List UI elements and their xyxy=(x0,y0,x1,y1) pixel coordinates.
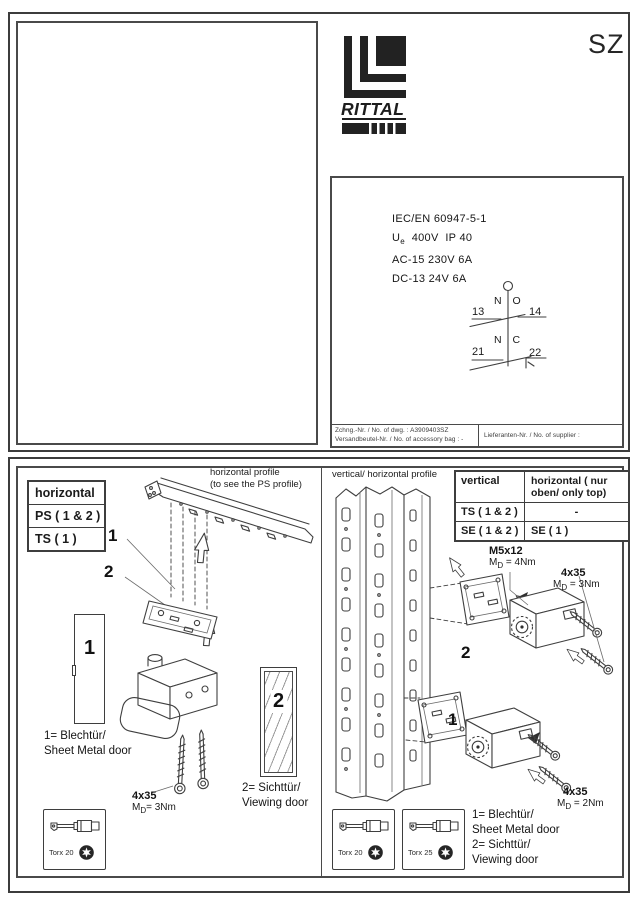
blank-panel xyxy=(16,21,318,445)
torx-20-box xyxy=(43,809,106,870)
horizontal-profile-note: horizontal profile (to see the PS profile) xyxy=(210,467,302,490)
door-2-caption: 2= Sichttür/ Viewing door xyxy=(242,782,309,809)
lower-mounting-plate xyxy=(418,692,467,743)
drawing-number: Zchng.-Nr. / No. of dwg. : A3909403SZ xyxy=(335,427,449,434)
torx-star-icon xyxy=(367,844,384,861)
screw-icon xyxy=(196,730,208,789)
horizontal-rail xyxy=(145,478,313,543)
torx-20-box xyxy=(332,809,395,870)
torque-screwdriver-icon xyxy=(49,817,101,837)
torque-screwdriver-icon xyxy=(338,817,390,837)
svg-text:14: 14 xyxy=(529,306,542,318)
plunger-icon xyxy=(504,282,513,291)
vertical-rail xyxy=(336,487,430,801)
accessory-bag-number: Versandbeutel-Nr. / No. of accessory bag : - xyxy=(335,435,464,443)
mounting-plate xyxy=(143,601,217,639)
up-arrow-icon xyxy=(445,555,467,579)
svg-text:N O: N O xyxy=(494,295,525,307)
torx-size-label: Torx 20 xyxy=(338,848,363,857)
table-cell: SE ( 1 ) xyxy=(531,525,569,537)
torque-screwdriver-icon xyxy=(408,817,460,837)
brand-wordmark: RITTAL xyxy=(341,99,405,119)
table-row: PS ( 1 & 2 ) xyxy=(29,504,104,527)
callout-1: 1 xyxy=(108,526,118,545)
screw-icon xyxy=(174,735,187,794)
spec-box xyxy=(330,176,624,448)
supplier-number: Lieferanten-Nr. / No. of supplier : xyxy=(484,432,580,439)
callout-1: 1 xyxy=(448,710,458,729)
vertical-profile-note: vertical/ horizontal profile xyxy=(332,469,438,480)
viewing-door-figure xyxy=(260,667,297,777)
upper-mounting-plate xyxy=(460,574,509,625)
rail-slots xyxy=(342,508,416,770)
torx-25-box xyxy=(402,809,465,870)
spec-ue: $U_e$ 400V IP 40 xyxy=(392,232,473,247)
callout-2: 2 xyxy=(461,643,471,662)
svg-text:N C: N C xyxy=(494,334,525,346)
table-cell: TS ( 1 & 2 ) xyxy=(456,503,525,521)
left-screw-label: 4x35 $M_D= 3Nm$ xyxy=(132,790,176,815)
up-arrow-icon xyxy=(193,532,212,564)
callout-2: 2 xyxy=(104,562,114,581)
torx-star-icon xyxy=(437,844,454,861)
callout-2-leader xyxy=(125,577,165,605)
torx-star-icon xyxy=(78,844,95,861)
door-2-number: 2 xyxy=(270,690,287,713)
door-1-caption: 1= Blechtür/ Sheet Metal door xyxy=(44,730,132,757)
svg-text:13: 13 xyxy=(472,306,485,318)
glass-hatch xyxy=(264,671,293,773)
page-title: SZ xyxy=(588,29,625,59)
upper-switch-body xyxy=(510,588,584,648)
table-header: horizontal xyxy=(35,486,95,500)
top-screw-label: 4x35 $M_D = 3Nm$ xyxy=(553,567,600,592)
vertical-assembly-illustration xyxy=(332,484,632,819)
rittal-logo xyxy=(340,34,410,136)
table-cell: - xyxy=(574,506,579,518)
panel-divider xyxy=(321,466,322,878)
spec-dc: DC-13 24V 6A xyxy=(392,273,467,286)
table-cell: SE ( 1 & 2 ) xyxy=(456,522,525,540)
callout-1-leader xyxy=(127,539,175,589)
top-sheet xyxy=(8,12,630,452)
sheet-metal-door-figure xyxy=(74,614,105,724)
horizontal-profile-table xyxy=(27,480,106,552)
svg-text:21: 21 xyxy=(472,346,485,358)
table-header-vertical: vertical xyxy=(456,472,525,502)
torx-size-label: Torx 20 xyxy=(49,848,74,857)
drawing-footer xyxy=(332,424,622,446)
svg-text:22: 22 xyxy=(529,347,542,359)
circuit-diagram xyxy=(468,278,590,388)
table-header-horizontal: horizontal ( nur oben/ only top) xyxy=(531,475,608,499)
door-1-number: 1 xyxy=(81,637,98,660)
door-legend: 1= Blechtür/ Sheet Metal door 2= Sichttür/ Viewing door xyxy=(472,809,560,866)
table-row: TS ( 1 ) xyxy=(29,527,104,550)
nc-contact-blade xyxy=(470,357,531,371)
instruction-sheet xyxy=(8,457,630,893)
spec-standard: IEC/EN 60947-5-1 xyxy=(392,213,487,225)
torx-size-label: Torx 25 xyxy=(408,848,433,857)
bottom-screw-label: 4x35 $M_D = 2Nm$ xyxy=(557,786,604,811)
m5-screw-label: M5x12 $M_D = 4Nm$ xyxy=(489,545,536,570)
spec-ac: AC-15 230V 6A xyxy=(392,254,473,267)
door-switch-body xyxy=(118,655,217,741)
door-hinge-tab xyxy=(72,665,76,676)
